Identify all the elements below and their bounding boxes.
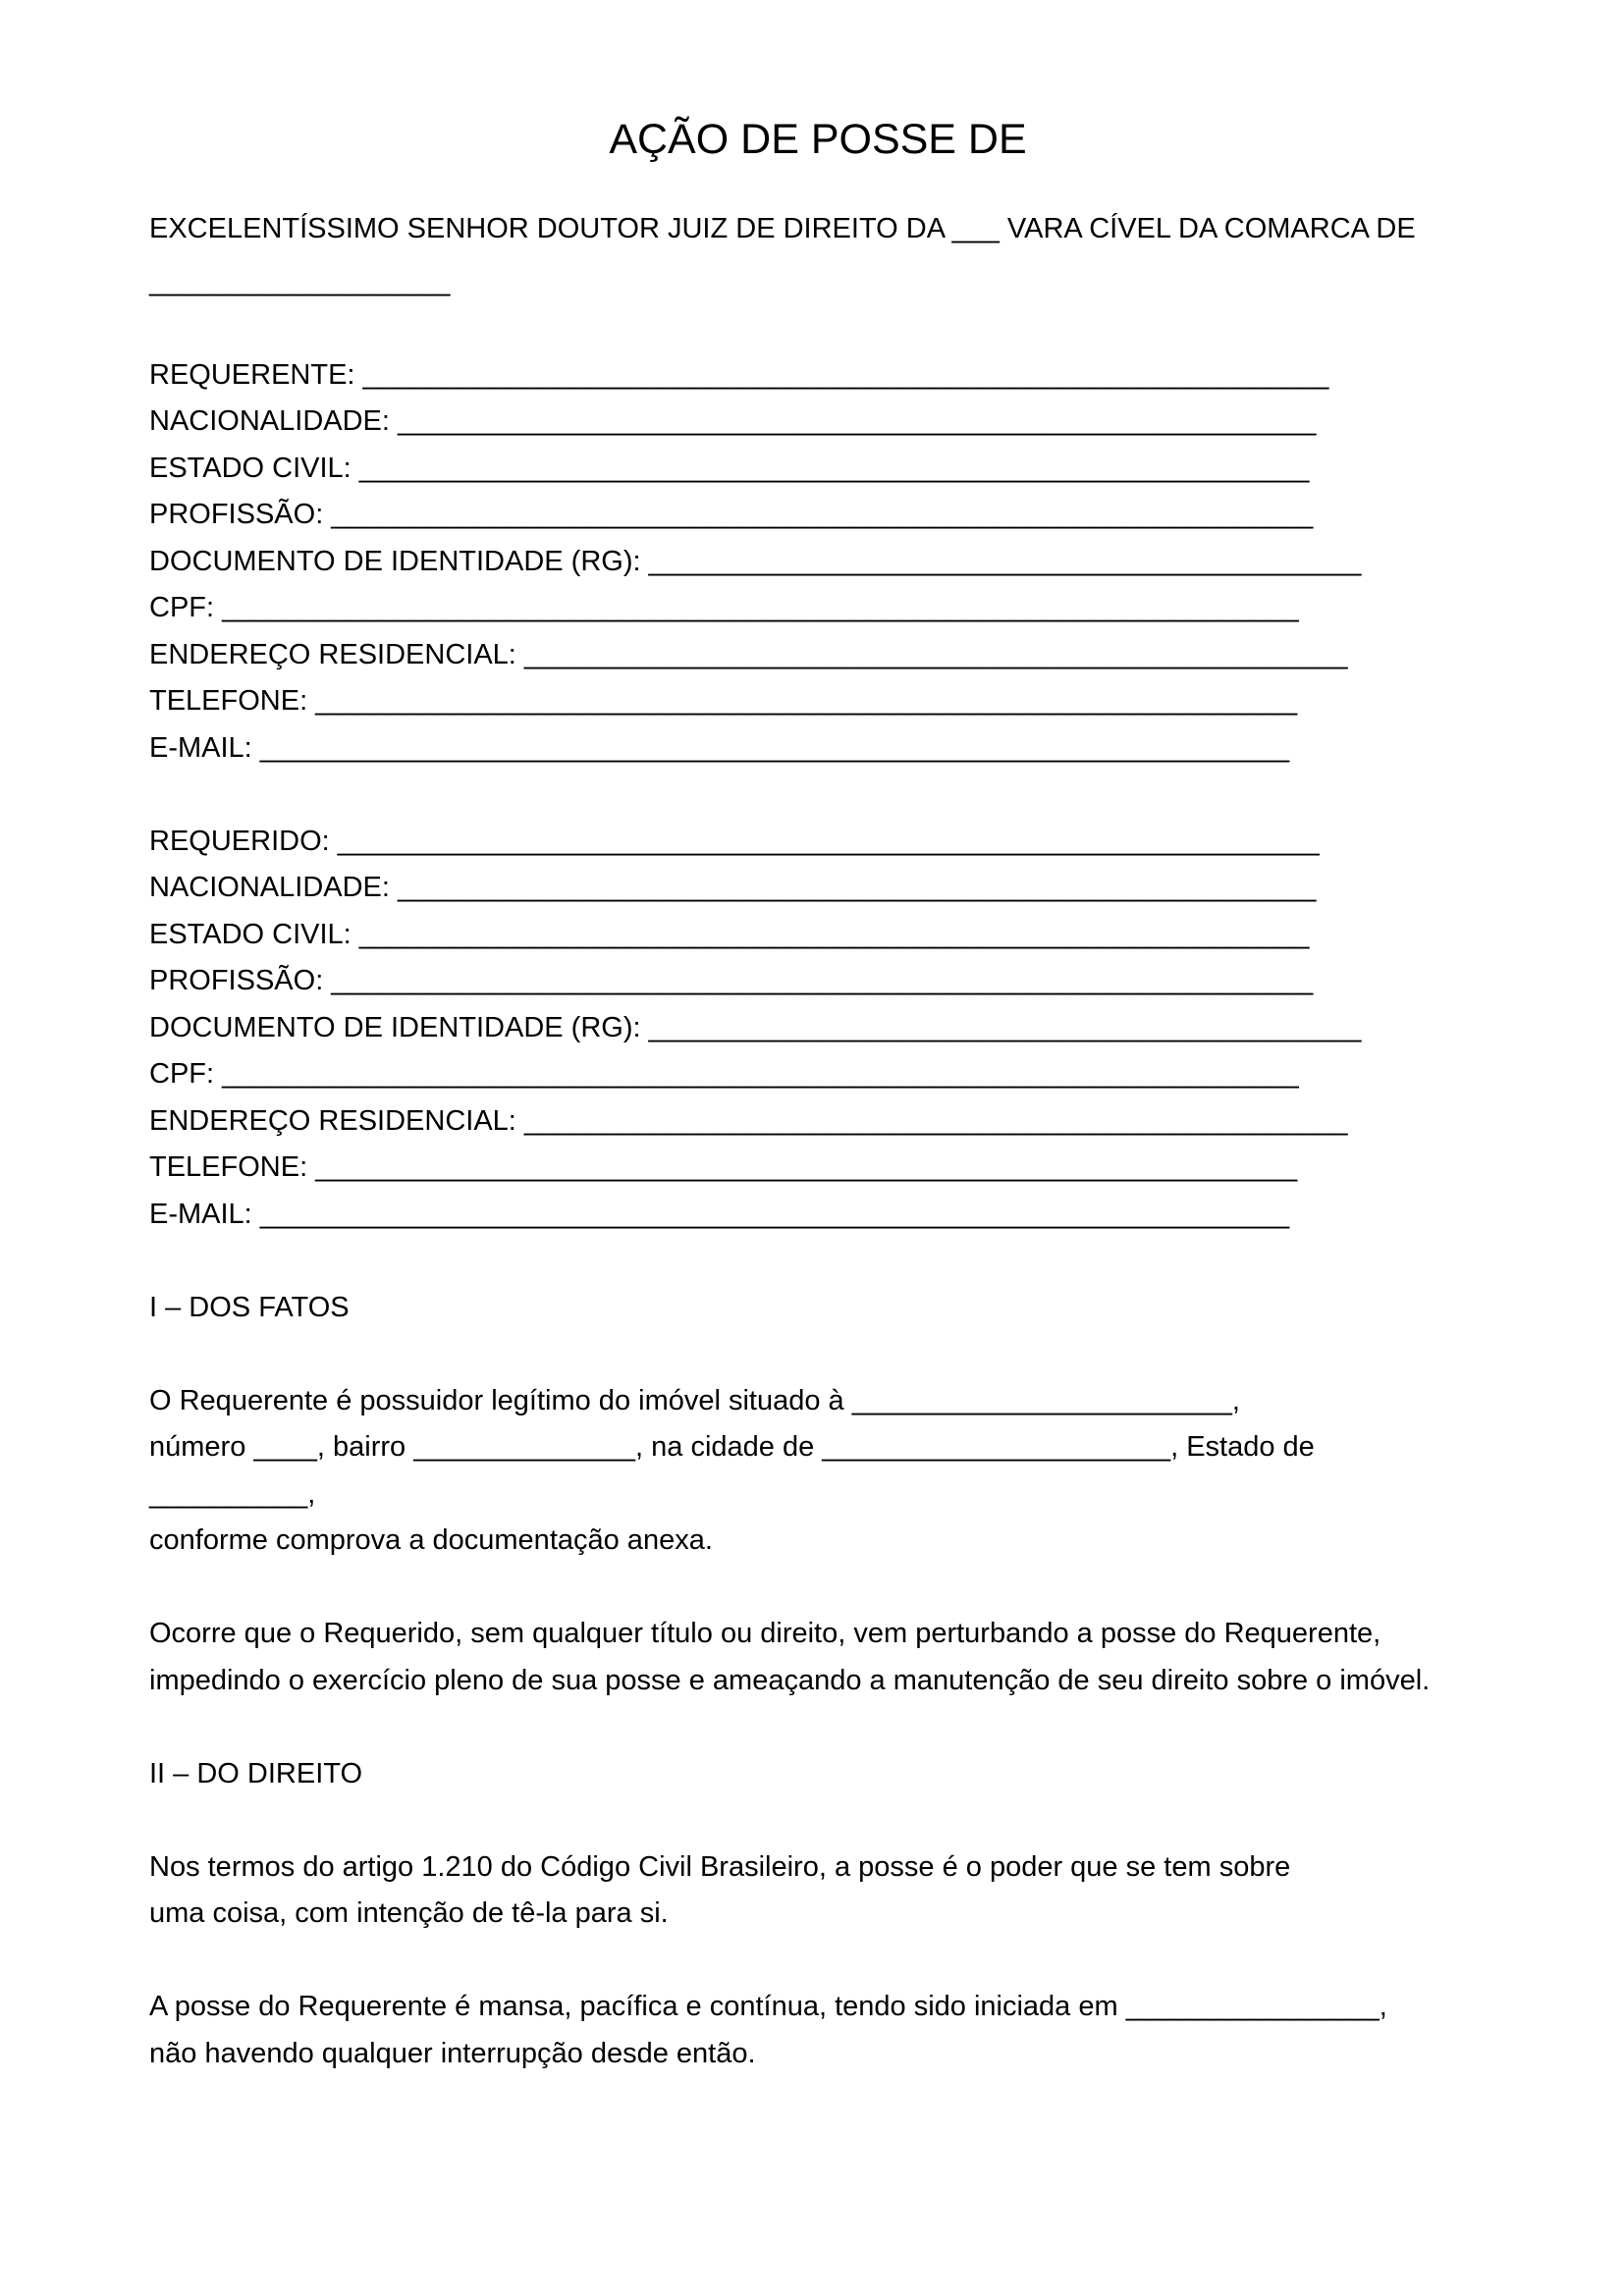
blank-line: ____________________________________________________ xyxy=(523,638,1348,670)
field-label: ESTADO CIVIL: xyxy=(149,452,352,484)
requerente-field-row xyxy=(149,539,1487,586)
field-label: NACIONALIDADE: xyxy=(149,872,390,903)
requerido-field-row xyxy=(149,819,1487,866)
paragraph-line: não havendo qualquer interrupção desde então. xyxy=(149,2037,756,2069)
paragraph-line: uma coisa, com intenção de tê-la para si. xyxy=(149,1897,669,1929)
fatos-paragraph-1 xyxy=(149,1378,1487,1565)
blank-line: __________________________________________________________ xyxy=(397,405,1317,437)
blank-line: __________________________________________________________ xyxy=(397,872,1317,903)
field-label: DOCUMENTO DE IDENTIDADE (RG): xyxy=(149,545,641,577)
blank-line: ____________________________________________________________ xyxy=(358,452,1310,484)
requerido-field-row xyxy=(149,1051,1487,1098)
requerente-field-row xyxy=(149,725,1487,773)
requerente-field-row xyxy=(149,632,1487,679)
blank-line: _________________________________________________________________ xyxy=(259,731,1290,764)
paragraph-line: conforme comprova a documentação anexa. xyxy=(149,1524,713,1556)
requerido-field-row xyxy=(149,1098,1487,1146)
field-label: ESTADO CIVIL: xyxy=(149,918,352,950)
blank-line: ______________________________________________________________ xyxy=(331,499,1314,530)
blank-line: ____________________________________________________________________ xyxy=(222,1058,1299,1090)
section-heading-dos-fatos: I – DOS FATOS xyxy=(149,1291,350,1323)
paragraph-line: A posse do Requerente é mansa, pacífica e contínua, tendo sido iniciada em ________________, xyxy=(149,1991,1387,2022)
fatos-paragraph-2 xyxy=(149,1611,1487,1704)
requerido-block xyxy=(149,819,1487,1239)
field-label: REQUERENTE: xyxy=(149,358,355,391)
direito-paragraph-1 xyxy=(149,1844,1487,1938)
blank-line: _____________________________________________ xyxy=(648,1011,1362,1043)
requerente-field-row xyxy=(149,446,1487,493)
field-label: E-MAIL: xyxy=(149,731,252,764)
blank-line: ______________________________________________________________ xyxy=(315,1151,1298,1183)
requerido-field-row xyxy=(149,1005,1487,1052)
requerente-field-row xyxy=(149,399,1487,446)
field-label: PROFISSÃO: xyxy=(149,965,324,996)
paragraph-line: impedindo o exercício pleno de sua posse e ameaçando a manutenção de seu direito sobre o imóvel. xyxy=(149,1664,1431,1696)
comarca-blank-line: ___________________ xyxy=(149,265,451,297)
requerente-block xyxy=(149,352,1487,773)
paragraph-line: __________, xyxy=(149,1477,316,1510)
field-label: REQUERIDO: xyxy=(149,825,330,857)
paragraph-line: número ____, bairro ______________, na cidade de ______________________, Estado de xyxy=(149,1431,1315,1463)
blank-line: ____________________________________________________ xyxy=(523,1104,1348,1137)
field-label: ENDEREÇO RESIDENCIAL: xyxy=(149,1104,516,1137)
requerente-field-row xyxy=(149,678,1487,725)
requerido-field-row xyxy=(149,1192,1487,1239)
requerente-field-row xyxy=(149,352,1487,400)
requerido-field-row xyxy=(149,912,1487,959)
field-label: DOCUMENTO DE IDENTIDADE (RG): xyxy=(149,1011,641,1043)
blank-line: ____________________________________________________________ xyxy=(358,918,1310,950)
paragraph-line: O Requerente é possuidor legítimo do imóvel situado à ________________________, xyxy=(149,1384,1240,1416)
requerente-field-row xyxy=(149,492,1487,539)
requerido-field-row xyxy=(149,865,1487,912)
requerido-field-row xyxy=(149,958,1487,1005)
blank-line: ______________________________________________________________ xyxy=(337,825,1320,857)
blank-line: ____________________________________________________________________ xyxy=(222,592,1299,623)
addressing-paragraph xyxy=(149,206,1487,305)
blank-line: ______________________________________________________________ xyxy=(315,685,1298,717)
addressing-line: EXCELENTÍSSIMO SENHOR DOUTOR JUIZ DE DIREITO DA ___ VARA CÍVEL DA COMARCA DE xyxy=(149,213,1416,244)
field-label: TELEFONE: xyxy=(149,1151,308,1183)
field-label: TELEFONE: xyxy=(149,685,308,717)
paragraph-line: Nos termos do artigo 1.210 do Código Civil Brasileiro, a posse é o poder que se tem sobre xyxy=(149,1850,1291,1883)
blank-line: _________________________________________________________________ xyxy=(259,1198,1290,1230)
field-label: NACIONALIDADE: xyxy=(149,405,390,437)
blank-line: _____________________________________________________________ xyxy=(362,358,1329,391)
blank-line: _____________________________________________ xyxy=(648,545,1362,577)
field-label: PROFISSÃO: xyxy=(149,499,324,530)
document-title: AÇÃO DE POSSE DE xyxy=(609,116,1027,163)
field-label: CPF: xyxy=(149,1058,215,1090)
field-label: ENDEREÇO RESIDENCIAL: xyxy=(149,638,516,670)
direito-paragraph-2 xyxy=(149,1984,1487,2077)
field-label: CPF: xyxy=(149,592,215,623)
requerente-field-row xyxy=(149,585,1487,632)
paragraph-line: Ocorre que o Requerido, sem qualquer título ou direito, vem perturbando a posse do Requerente, xyxy=(149,1618,1381,1649)
section-heading-do-direito: II – DO DIREITO xyxy=(149,1757,363,1789)
requerido-field-row xyxy=(149,1145,1487,1192)
blank-line: ______________________________________________________________ xyxy=(331,965,1314,996)
field-label: E-MAIL: xyxy=(149,1198,252,1230)
